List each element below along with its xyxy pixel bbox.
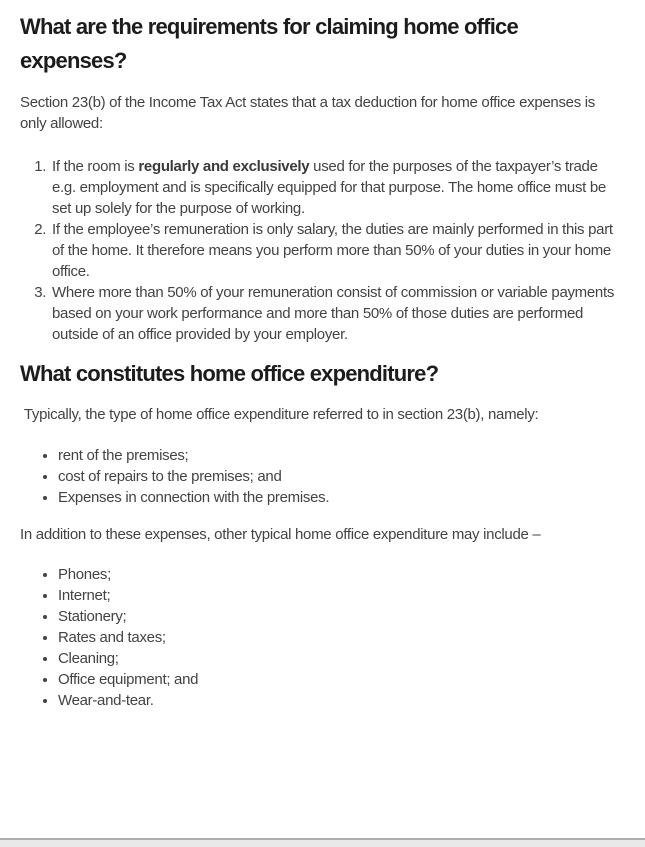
- bullet-icon: [43, 454, 47, 458]
- expenditure-bullet-list: [20, 445, 621, 508]
- additional-item-2: [58, 585, 621, 606]
- bullet-icon: [43, 636, 47, 640]
- additional-item-2-text: Internet;: [58, 587, 111, 604]
- requirement-3-text: Where more than 50% of your remuneration consist of commission or variable payments based on your work performance and more than 50% of those duties are performed outside of an office provided by your employer.: [52, 284, 615, 343]
- additional-item-7-text: Wear-and-tear.: [58, 692, 154, 709]
- requirement-item-2: [50, 219, 621, 282]
- bullet-icon: [43, 496, 47, 500]
- requirement-item-1: [50, 156, 621, 219]
- additional-item-5-text: Cleaning;: [58, 650, 119, 667]
- additional-expenditure-bullet-list: [20, 564, 621, 711]
- additional-item-4-text: Rates and taxes;: [58, 629, 166, 646]
- bullet-icon: [43, 699, 47, 703]
- question-heading-expenditure: What constitutes home office expenditure?: [20, 361, 439, 386]
- bullet-icon: [43, 615, 47, 619]
- bullet-icon: [43, 657, 47, 661]
- additional-item-1-text: Phones;: [58, 566, 111, 583]
- expenditure-item-2: [58, 466, 621, 487]
- additional-item-6: [58, 669, 621, 690]
- intro-paragraph: Section 23(b) of the Income Tax Act states that a tax deduction for home office expenses is only allowed:: [20, 94, 595, 132]
- requirements-numbered-list: [20, 156, 621, 345]
- additional-item-6-text: Office equipment; and: [58, 671, 199, 688]
- expenditure-item-3: [58, 487, 621, 508]
- requirement-1-post: used for the purposes of the taxpayer’s trade e.g. employment and is specifically equipped for that purpose. The home office must be set up solely for the purpose of working.: [52, 158, 606, 217]
- additional-item-3-text: Stationery;: [58, 608, 127, 625]
- bullet-icon: [43, 594, 47, 598]
- requirement-item-3: [50, 282, 621, 345]
- expenditure-intro-paragraph: Typically, the type of home office expenditure referred to in section 23(b), namely:: [20, 406, 539, 423]
- question-heading-requirements: What are the requirements for claiming home office expenses?: [20, 14, 518, 73]
- requirement-1-pre: If the room is: [52, 158, 139, 175]
- expenditure-item-3-text: Expenses in connection with the premises.: [58, 489, 330, 506]
- additional-item-5: [58, 648, 621, 669]
- bullet-icon: [43, 573, 47, 577]
- requirement-1-bold: regularly and exclusively: [138, 158, 310, 175]
- additional-item-4: [58, 627, 621, 648]
- expenditure-item-1-text: rent of the premises;: [58, 447, 189, 464]
- additional-intro-paragraph: In addition to these expenses, other typical home office expenditure may include –: [20, 526, 541, 543]
- bottom-status-strip: [0, 838, 645, 847]
- expenditure-item-2-text: cost of repairs to the premises; and: [58, 468, 282, 485]
- expenditure-item-1: [58, 445, 621, 466]
- requirement-2-text: If the employee’s remuneration is only salary, the duties are mainly performed in this part of the home. It therefore means you perform more than 50% of your duties in your home office.: [52, 221, 613, 280]
- additional-item-7: [58, 690, 621, 711]
- bullet-icon: [43, 678, 47, 682]
- bullet-icon: [43, 475, 47, 479]
- additional-item-3: [58, 606, 621, 627]
- additional-item-1: [58, 564, 621, 585]
